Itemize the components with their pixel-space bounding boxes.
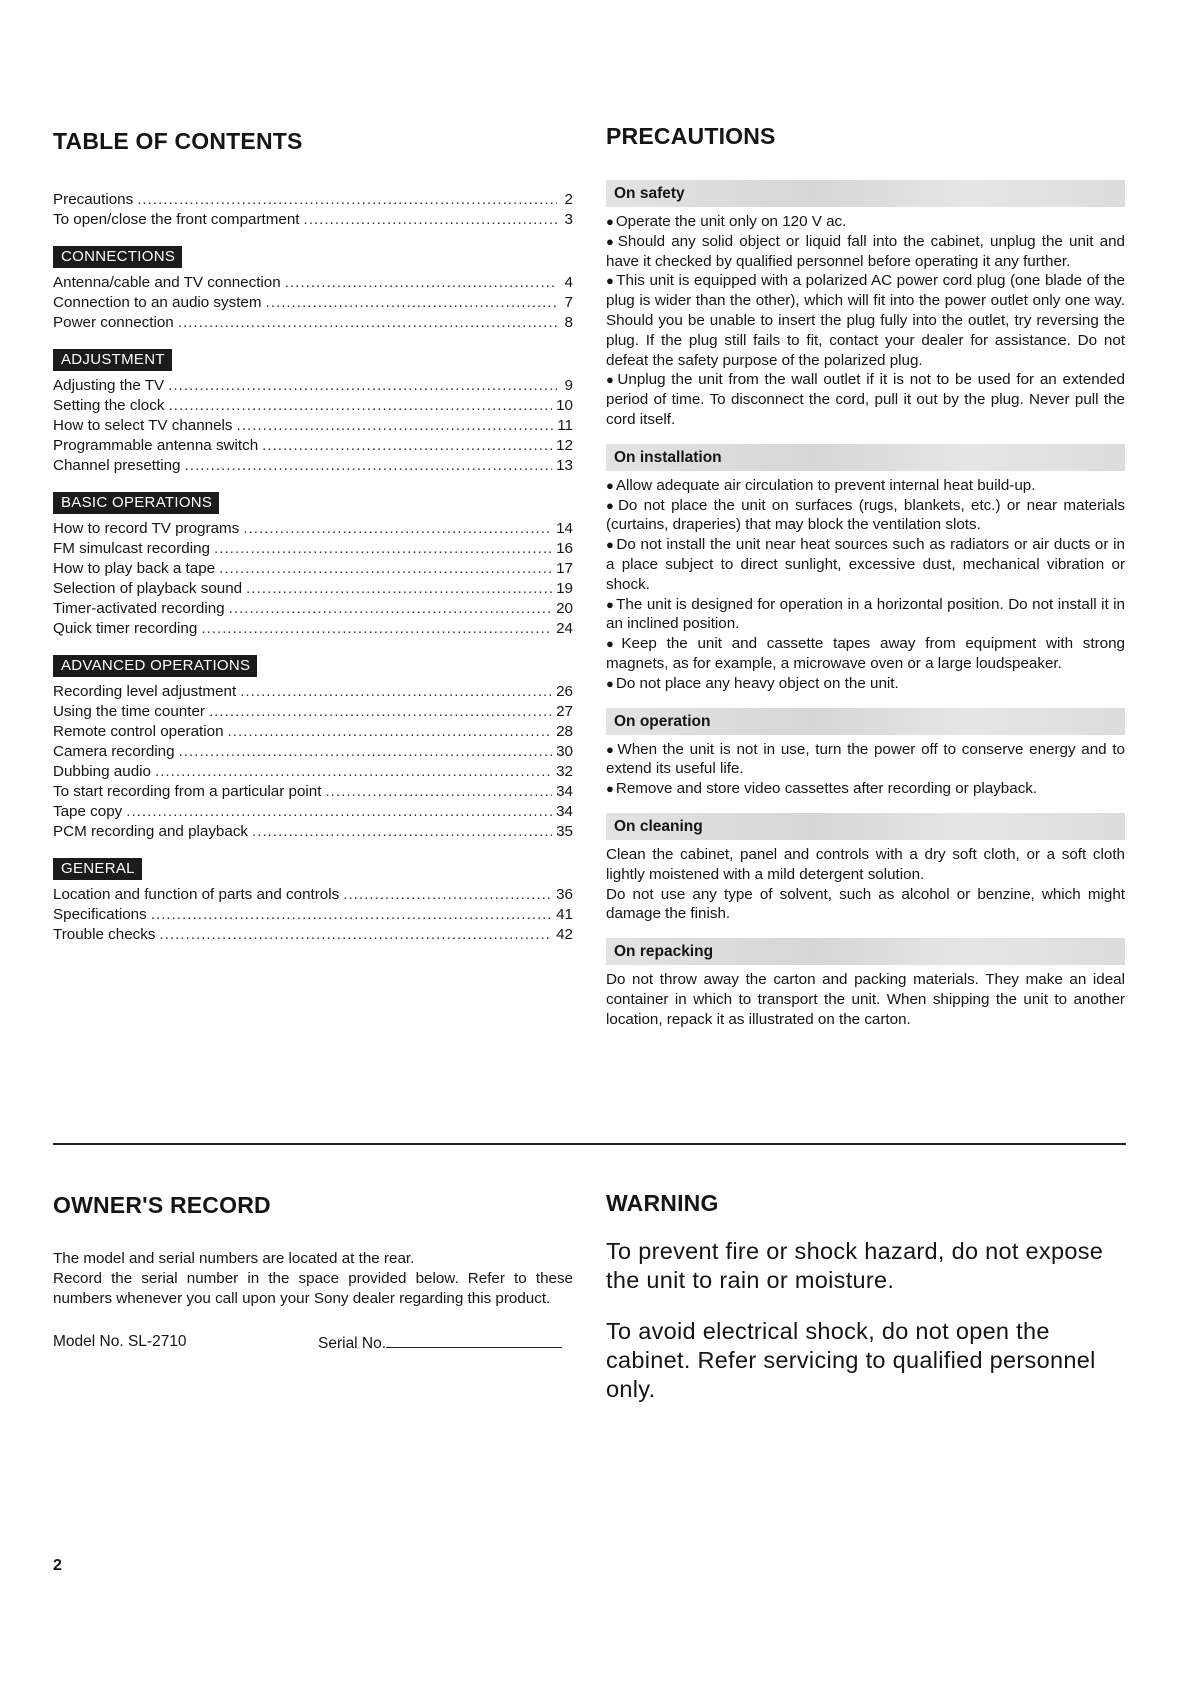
precaution-line-text: Should any solid object or liquid fall into the cabinet, unplug the unit and have it checked by qualified personnel before operating it any further. <box>606 232 1125 270</box>
bullet-icon: ● <box>606 741 616 757</box>
precaution-block <box>606 444 1125 694</box>
serial-number-field <box>318 1333 562 1353</box>
toc-entry <box>53 702 573 722</box>
toc-entry-page: 20 <box>556 600 573 617</box>
bullet-icon: ● <box>606 477 614 493</box>
precaution-line <box>606 476 1125 496</box>
toc-section <box>53 246 573 333</box>
toc-intro-list <box>53 190 573 230</box>
bullet-icon: ● <box>606 537 615 553</box>
toc-entry-page: 42 <box>556 926 573 943</box>
toc-leader-dots <box>155 762 552 782</box>
toc-section-heading: CONNECTIONS <box>53 246 182 268</box>
toc-entry <box>53 782 573 802</box>
toc-entry-page: 17 <box>556 560 573 577</box>
toc-entry <box>53 313 573 333</box>
toc-entry-page: 8 <box>564 314 573 331</box>
precautions-title: PRECAUTIONS <box>606 123 776 149</box>
owners-record-line-2: Record the serial number in the space provided below. Refer to these numbers whenever you call upon your Sony dealer regarding this product. <box>53 1270 573 1307</box>
toc-entry-title: Trouble checks <box>53 926 156 943</box>
precaution-block <box>606 708 1125 799</box>
toc-entry-title: To open/close the front compartment <box>53 211 300 228</box>
toc-leader-dots <box>228 722 553 742</box>
toc-entry-title: To start recording from a particular point <box>53 783 322 800</box>
bullet-icon: ● <box>606 636 620 652</box>
toc-leader-dots <box>304 210 557 230</box>
toc-entry <box>53 416 573 436</box>
precaution-line-text: Operate the unit only on 120 V ac. <box>615 213 847 230</box>
toc-leader-dots <box>178 313 557 333</box>
precaution-line <box>606 496 1125 536</box>
toc-section <box>53 349 573 476</box>
bullet-icon: ● <box>606 273 615 289</box>
toc-section-heading: ADVANCED OPERATIONS <box>53 655 257 677</box>
toc-entry <box>53 579 573 599</box>
toc-entry-title: Adjusting the TV <box>53 377 165 394</box>
precaution-heading: On installation <box>606 444 1125 471</box>
toc-entry-page: 4 <box>564 274 573 291</box>
toc-leader-dots <box>266 293 557 313</box>
toc-leader-dots <box>246 579 552 599</box>
precaution-line-text: Unplug the unit from the wall outlet if it is not to be used for an extended period of time. To disconnect the cord, pull it out by the plug. Never pull the cord itself. <box>606 371 1125 428</box>
toc-entry <box>53 802 573 822</box>
toc-entry <box>53 742 573 762</box>
toc-entry <box>53 273 573 293</box>
precaution-heading: On safety <box>606 180 1125 207</box>
toc-entry-page: 32 <box>556 763 573 780</box>
toc-entry-title: Connection to an audio system <box>53 294 262 311</box>
precaution-line-text: Do not install the unit near heat sources such as radiators or air ducts or in a place subject to direct sunlight, excessive dust, mechanical vibration or shock. <box>606 536 1125 593</box>
toc-entry <box>53 190 573 210</box>
toc-section-list <box>53 273 573 333</box>
owners-record-fields <box>53 1333 573 1353</box>
toc-entry <box>53 722 573 742</box>
toc-entry-title: How to record TV programs <box>53 520 240 537</box>
precaution-heading: On operation <box>606 708 1125 735</box>
toc-leader-dots <box>214 539 552 559</box>
toc-entry <box>53 619 573 639</box>
toc-entry-page: 36 <box>556 886 573 903</box>
toc-entry-title: FM simulcast recording <box>53 540 210 557</box>
toc-entry-page: 10 <box>556 397 573 414</box>
toc-section-heading: GENERAL <box>53 858 142 880</box>
toc-leader-dots <box>219 559 552 579</box>
precaution-line <box>606 595 1125 635</box>
toc-entry-page: 34 <box>556 803 573 820</box>
toc-section-list <box>53 519 573 639</box>
precaution-line <box>606 212 1125 232</box>
toc-entry <box>53 682 573 702</box>
precaution-line-text: When the unit is not in use, turn the power off to conserve energy and to extend its useful life. <box>606 740 1125 778</box>
toc-entry-page: 26 <box>556 683 573 700</box>
section-divider <box>53 1143 1126 1145</box>
toc-entry <box>53 456 573 476</box>
toc-leader-dots <box>262 436 552 456</box>
toc-entry-title: Programmable antenna switch <box>53 437 259 454</box>
precaution-block <box>606 813 1125 924</box>
toc-leader-dots <box>201 619 552 639</box>
toc-section-list <box>53 885 573 945</box>
warning-text-1: To prevent fire or shock hazard, do not expose the unit to rain or moisture. <box>606 1238 1104 1293</box>
toc-section-heading: BASIC OPERATIONS <box>53 492 219 514</box>
toc-entry-title: Remote control operation <box>53 723 224 740</box>
toc-entry-page: 13 <box>556 457 573 474</box>
toc-leader-dots <box>237 416 554 436</box>
toc-section <box>53 858 573 945</box>
bullet-icon: ● <box>606 675 614 691</box>
toc-entry <box>53 539 573 559</box>
toc-leader-dots <box>325 782 552 802</box>
toc-entry <box>53 293 573 313</box>
toc-leader-dots <box>209 702 552 722</box>
precaution-line <box>606 674 1125 694</box>
toc-sections <box>53 246 573 945</box>
precaution-line-text: Do not use any type of solvent, such as alcohol or benzine, which might damage the finish. <box>606 885 1125 923</box>
precaution-heading: On repacking <box>606 938 1125 965</box>
toc-entry <box>53 210 573 230</box>
toc-entry-title: Channel presetting <box>53 457 181 474</box>
toc-entry-page: 41 <box>556 906 573 923</box>
toc-leader-dots <box>168 376 557 396</box>
page-number: 2 <box>53 1557 62 1574</box>
owners-record <box>53 1192 573 1353</box>
toc-entry <box>53 885 573 905</box>
bullet-icon: ● <box>606 596 615 612</box>
precaution-line-text: This unit is equipped with a polarized AC power cord plug (one blade of the plug is wider than the other), which will fit into the power outlet only one way. Should you be unable to insert the plug fully into the outlet, try reversing the plug. If the plug still fails to fit, contact your dealer for assistance. Do not defeat the safety purpose of the polarized plug. <box>606 272 1125 369</box>
toc-entry <box>53 436 573 456</box>
toc-leader-dots <box>243 519 552 539</box>
precautions-column <box>606 120 1125 1044</box>
toc-entry-title: Quick timer recording <box>53 620 198 637</box>
precaution-line-text: Remove and store video cassettes after recording or playback. <box>615 780 1038 798</box>
toc-entry-title: Specifications <box>53 906 147 923</box>
toc-leader-dots <box>229 599 552 619</box>
warning-text-2: To avoid electrical shock, do not open the cabinet. Refer servicing to qualified personnel only. <box>606 1318 1096 1402</box>
bullet-icon: ● <box>606 372 616 388</box>
precaution-line <box>606 845 1125 885</box>
toc-entry <box>53 519 573 539</box>
toc-entry-page: 2 <box>564 191 573 208</box>
toc-entry-page: 14 <box>556 520 573 537</box>
toc-entry <box>53 599 573 619</box>
toc-entry-title: Tape copy <box>53 803 123 820</box>
precaution-line-text: Do not throw away the carton and packing materials. They make an ideal container in which to transport the unit. When shipping the unit to another location, repack it as illustrated on the carton. <box>606 971 1125 1028</box>
toc-entry-title: How to select TV channels <box>53 417 233 434</box>
model-number: Model No. SL-2710 <box>53 1333 187 1350</box>
toc-entry-title: Antenna/cable and TV connection <box>53 274 281 291</box>
toc-leader-dots <box>252 822 552 842</box>
toc-entry <box>53 905 573 925</box>
toc-entry-page: 30 <box>556 743 573 760</box>
precaution-line-text: Keep the unit and cassette tapes away from equipment with strong magnets, as for example, a microwave oven or a large loudspeaker. <box>606 635 1125 672</box>
toc-leader-dots <box>240 682 552 702</box>
toc-section <box>53 655 573 842</box>
warning <box>606 1190 1125 1404</box>
toc-leader-dots <box>151 905 552 925</box>
precaution-line <box>606 370 1125 429</box>
toc-entry <box>53 925 573 945</box>
serial-number-blank[interactable] <box>386 1333 562 1348</box>
owners-record-line-1: The model and serial numbers are located at the rear. <box>53 1250 415 1267</box>
toc-section <box>53 492 573 639</box>
toc-entry <box>53 559 573 579</box>
toc-leader-dots <box>126 802 552 822</box>
toc-title: TABLE OF CONTENTS <box>53 128 303 154</box>
toc-leader-dots <box>168 396 552 416</box>
toc-entry-title: How to play back a tape <box>53 560 216 577</box>
bullet-icon: ● <box>606 497 616 513</box>
toc-entry-page: 35 <box>556 823 573 840</box>
toc-leader-dots <box>285 273 557 293</box>
precautions-blocks <box>606 180 1125 1030</box>
precaution-block <box>606 938 1125 1029</box>
precaution-line <box>606 779 1125 799</box>
toc-leader-dots <box>137 190 557 210</box>
toc-leader-dots <box>343 885 552 905</box>
toc-entry-title: Location and function of parts and controls <box>53 886 340 903</box>
toc-leader-dots <box>185 456 553 476</box>
bullet-icon: ● <box>606 233 616 249</box>
toc-entry-title: Using the time counter <box>53 703 205 720</box>
toc-entry-page: 34 <box>556 783 573 800</box>
toc-entry-page: 27 <box>556 703 573 720</box>
serial-number-label: Serial No. <box>318 1335 387 1352</box>
toc-entry-title: Setting the clock <box>53 397 165 414</box>
precaution-line-text: The unit is designed for operation in a horizontal position. Do not install it in an inclined position. <box>606 595 1125 633</box>
toc-entry <box>53 822 573 842</box>
toc-entry-page: 24 <box>556 620 573 637</box>
precaution-line-text: Do not place the unit on surfaces (rugs, blankets, etc.) or near materials (curtains, draperies) that may block the ventilation slots. <box>606 496 1125 534</box>
owners-record-title: OWNER'S RECORD <box>53 1192 271 1218</box>
toc-entry-title: PCM recording and playback <box>53 823 249 840</box>
toc-entry-title: Precautions <box>53 191 134 208</box>
toc-entry-title: Camera recording <box>53 743 175 760</box>
warning-title: WARNING <box>606 1190 719 1216</box>
toc-entry-page: 3 <box>564 211 573 228</box>
bullet-icon: ● <box>606 781 614 797</box>
toc-entry-page: 12 <box>556 437 573 454</box>
toc-entry <box>53 762 573 782</box>
precaution-line <box>606 232 1125 272</box>
toc-entry-page: 9 <box>564 377 573 394</box>
toc-entry-title: Selection of playback sound <box>53 580 243 597</box>
toc-column <box>53 120 573 945</box>
precaution-line <box>606 535 1125 594</box>
toc-section-heading: ADJUSTMENT <box>53 349 172 371</box>
bullet-icon: ● <box>606 214 614 229</box>
toc-leader-dots <box>159 925 552 945</box>
toc-entry-title: Timer-activated recording <box>53 600 225 617</box>
toc-entry-page: 19 <box>556 580 573 597</box>
toc-entry-title: Recording level adjustment <box>53 683 237 700</box>
toc-leader-dots <box>179 742 553 762</box>
precaution-block <box>606 180 1125 430</box>
toc-entry-title: Power connection <box>53 314 174 331</box>
toc-entry-page: 11 <box>557 417 573 434</box>
toc-entry-page: 16 <box>556 540 573 557</box>
precaution-line <box>606 634 1125 674</box>
toc-entry-page: 28 <box>556 723 573 740</box>
precaution-heading: On cleaning <box>606 813 1125 840</box>
precaution-line-text: Clean the cabinet, panel and controls with a dry soft cloth, or a soft cloth lightly moistened with a mild detergent solution. <box>606 845 1125 883</box>
precaution-line <box>606 885 1125 925</box>
toc-section-list <box>53 682 573 842</box>
precaution-line-text: Do not place any heavy object on the unit. <box>615 674 899 692</box>
toc-entry <box>53 376 573 396</box>
toc-entry <box>53 396 573 416</box>
precaution-line <box>606 970 1125 1029</box>
toc-entry-title: Dubbing audio <box>53 763 151 780</box>
precaution-line-text: Allow adequate air circulation to prevent internal heat build-up. <box>615 476 1036 494</box>
toc-section-list <box>53 376 573 476</box>
toc-entry-page: 7 <box>564 294 573 311</box>
precaution-line <box>606 740 1125 780</box>
precaution-line <box>606 271 1125 370</box>
